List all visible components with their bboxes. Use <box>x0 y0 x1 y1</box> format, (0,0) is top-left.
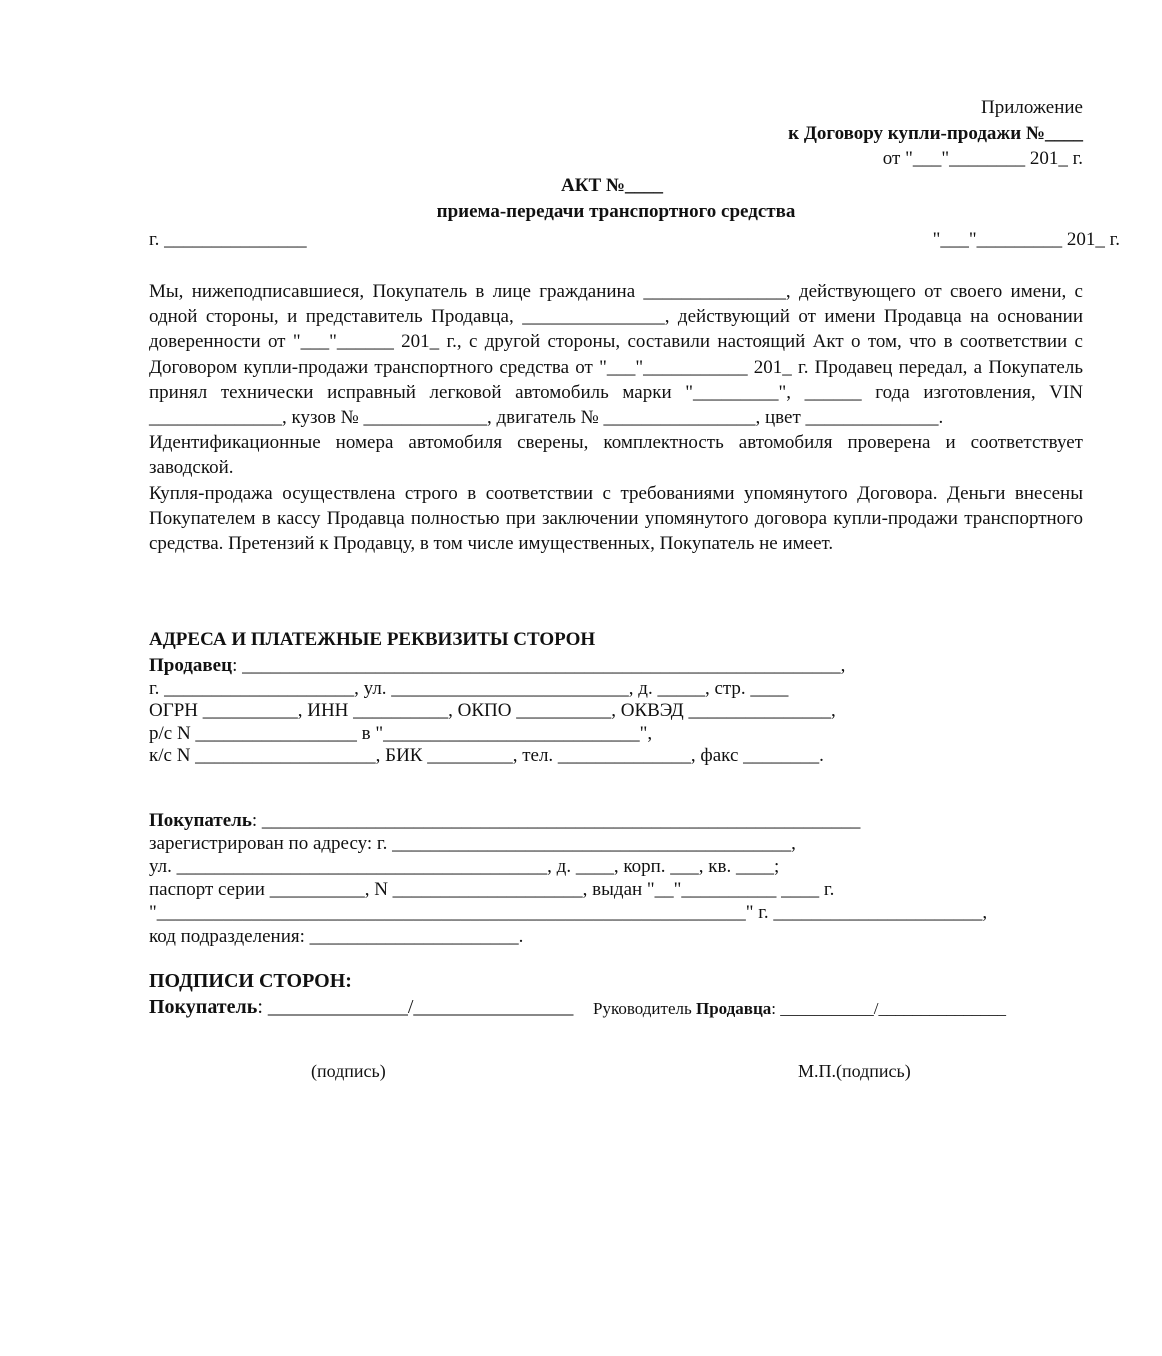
contract-date: от "___"________ 201_ г. <box>882 148 1083 169</box>
buyer-street-line: ул. _______________________________________, д. ____, корп. ___, кв. ____; <box>149 856 780 877</box>
contract-reference: к Договору купли-продажи №____ <box>788 123 1083 144</box>
seller-address-line: г. ____________________, ул. _________________________, д. _____, стр. ____ <box>149 678 789 699</box>
act-number-title: АКТ №____ <box>560 175 663 196</box>
seller-signature-label: Продавца <box>695 999 772 1018</box>
seller-label: Продавец <box>149 655 233 676</box>
seller-signature-field: : ___________/_______________ <box>771 999 1006 1018</box>
seller-signature-caption: М.П.(подпись) <box>798 1061 911 1081</box>
buyer-signature-caption: (подпись) <box>311 1061 386 1081</box>
buyer-signature-field: : ______________/________________ <box>257 996 574 1018</box>
buyer-label: Покупатель <box>149 810 252 831</box>
body-paragraph-2: Идентификационные номера автомобиля сверены, комплектность автомобиля проверена и соответствует заводской. <box>149 432 1083 479</box>
buyer-passport-line: паспорт серии __________, N ____________________, выдан "__"__________ ____ г. <box>149 879 835 900</box>
buyer-registered-line: зарегистрирован по адресу: г. __________________________________________, <box>149 833 796 854</box>
appendix-label: Приложение <box>981 97 1083 118</box>
body-paragraph-1: Мы, нижеподписавшиеся, Покупатель в лице гражданина _______________, действующего от своего имени, с одной стороны, и представитель Продавца, _______________, действующий от имени Продавца на основании доверенности от "___"______ 201_ г., с другой стороны, составили настоящий Акт о том, что в соответствии с Договором купли-продажи транспортного средства от "___"___________ 201_ г. Продавец передал, а Покупатель принял технически исправный легковой автомобиль марки "_________", ______ года изготовления, VIN ______________, кузов № _____________, двигатель № ________________, цвет ______________. <box>149 281 1083 429</box>
act-date: "___"_________ 201_ г. <box>932 229 1120 250</box>
seller-account-line: р/с N _________________ в "___________________________", <box>149 723 653 744</box>
signatures-heading: ПОДПИСИ СТОРОН: <box>149 970 352 992</box>
buyer-issuer-line: "______________________________________________________________" г. ______________________, <box>149 902 988 923</box>
seller-signature-line <box>593 999 1006 1019</box>
buyer-name-field: : _______________________________________________________________ <box>251 810 861 831</box>
buyer-line-name <box>149 810 860 832</box>
body-text <box>149 279 1083 556</box>
buyer-signature-line <box>149 996 573 1019</box>
buyer-signature-label: Покупатель <box>149 996 258 1018</box>
act-subtitle: приема-передачи транспортного средства <box>436 201 796 222</box>
buyer-division-line: код подразделения: ______________________. <box>149 926 524 947</box>
place-city: г. _______________ <box>149 229 307 250</box>
seller-bank-line: к/с N ___________________, БИК _________, тел. ______________, факс ________. <box>149 745 824 766</box>
body-paragraph-3: Купля-продажа осуществлена строго в соответствии с требованиями упомянутого Договора. Деньги внесены Покупателем в кассу Продавца полностью при заключении упомянутого договора купли-продажи транспортного средства. Претензий к Продавцу, в том числе имущественных, Покупатель не имеет. <box>149 482 1083 555</box>
seller-name-field: : _______________________________________________________________, <box>232 655 846 676</box>
seller-line-name <box>149 655 845 677</box>
addresses-heading: АДРЕСА И ПЛАТЕЖНЫЕ РЕКВИЗИТЫ СТОРОН <box>149 629 596 650</box>
seller-signature-prefix: Руководитель <box>593 999 696 1018</box>
seller-codes-line: ОГРН __________, ИНН __________, ОКПО __________, ОКВЭД _______________, <box>149 700 836 721</box>
